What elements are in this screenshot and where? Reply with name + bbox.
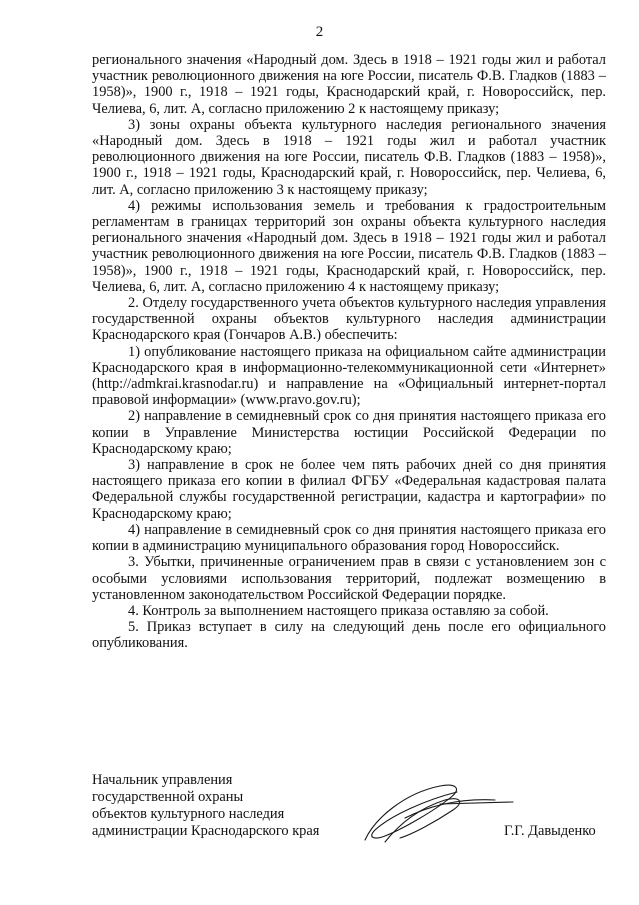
signatory-title-line: Начальник управления: [92, 772, 233, 788]
paragraph-item-3-protection-zones: 3) зоны охраны объекта культурного наследия регионального значения «Народный дом. Здесь в 1918 – 1921 годы жил и работал участник революционного движения на юге России, писатель Ф.В. Гладков (1883 – 1958)», 1900 г., 1918 – 1921 годы, Краснодарский край, г. Новороссийск, пер. Челиева, 6, лит. А, согласно приложению 3 к настоящему приказу;: [92, 116, 606, 198]
signatory-name: Г.Г. Давыденко: [504, 823, 596, 839]
paragraph-item-4-land-use-regimes: 4) режимы использования земель и требования к градостроительным регламентам в границах территорий зон охраны объекта культурного наследия регионального значения «Народный дом. Здесь в 1918 – 1921 годы жил и работал участник революционного движения на юге России, писатель Ф.В. Гладков (1883 – 1958)», 1900 г., 1918 – 1921 годы, Краснодарский край, г. Новороссийск, пер. Челиева, 6, лит. А, согласно приложению 4 к настоящему приказу;: [92, 197, 606, 295]
signatory-title: [92, 772, 319, 840]
signatory-title-line: администрации Краснодарского края: [92, 823, 320, 839]
page-number: 2: [315, 24, 324, 40]
paragraph-section-5-effective: 5. Приказ вступает в силу на следующий день после его официального опубликования.: [92, 619, 606, 652]
paragraph-subitem-1-publication: 1) опубликование настоящего приказа на официальном сайте администрации Краснодарского края в информационно-телекоммуникационной сети «Интернет» (http://admkrai.krasnodar.ru) и направление на «Официальный интернет-портал правовой информации» (www.pravo.gov.ru);: [92, 343, 606, 409]
paragraph-subitem-3-cadastral-copy: 3) направление в срок не более чем пять рабочих дней со дня принятия настоящего приказа его копии в филиал ФГБУ «Федеральная кадастровая палата Федеральной службы государственной регистрации, кадастра и картографии» по Краснодарскому краю;: [92, 457, 606, 522]
paragraph-section-3-losses: 3. Убытки, причиненные ограничением прав в связи с установлением зон с особыми условиями использования территорий, подлежат возмещению в установленном законодательством Российской Федерации порядке.: [92, 554, 606, 603]
paragraph-section-2: 2. Отделу государственного учета объектов культурного наследия управления государственной охраны объектов культурного наследия администрации Краснодарского края (Гончаров А.В.) обеспечить:: [92, 295, 606, 344]
signatory-title-line: объектов культурного наследия: [92, 806, 285, 822]
handwritten-signature: [345, 778, 515, 848]
signatory-title-line: государственной охраны: [92, 789, 244, 805]
paragraph-continuation: регионального значения «Народный дом. Здесь в 1918 – 1921 годы жил и работал участник революционного движения на юге России, писатель Ф.В. Гладков (1883 – 1958)», 1900 г., 1918 – 1921 годы, Краснодарский край, г. Новороссийск, пер. Челиева, 6, лит. А, согласно приложению 2 к настоящему приказу;: [92, 52, 606, 117]
document-body: [92, 52, 606, 652]
paragraph-subitem-2-ministry-copy: 2) направление в семидневный срок со дня принятия настоящего приказа его копии в Управление Министерства юстиции Российской Федерации по Краснодарскому краю;: [92, 408, 606, 457]
paragraph-section-4-control: 4. Контроль за выполнением настоящего приказа оставляю за собой.: [128, 602, 549, 619]
paragraph-subitem-4-municipal-copy: 4) направление в семидневный срок со дня принятия настоящего приказа его копии в администрацию муниципального образования город Новороссийск.: [92, 521, 606, 555]
